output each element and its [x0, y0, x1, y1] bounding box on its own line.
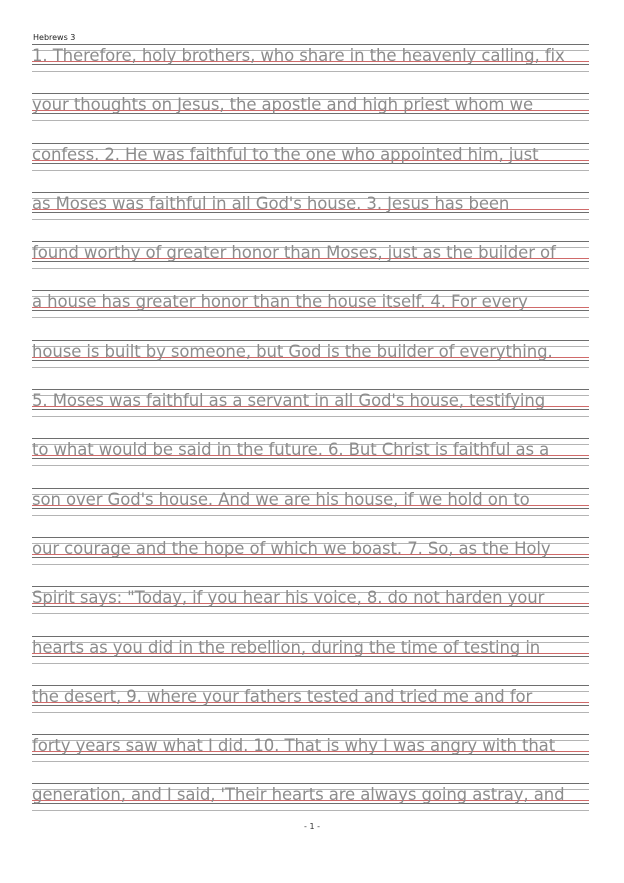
- practice-line: [32, 636, 589, 685]
- tracing-text: 5. Moses was faithful as a servant in all God's house, testifying: [32, 391, 546, 411]
- descender-guide-line: [32, 317, 589, 318]
- tracing-text: your thoughts on Jesus, the apostle and high priest whom we: [32, 95, 533, 115]
- descender-guide-line: [32, 367, 589, 368]
- practice-line: [32, 685, 589, 734]
- tracing-text: Spirit says: "Today, if you hear his voice, 8. do not harden your: [32, 588, 545, 608]
- practice-line: [32, 586, 589, 635]
- practice-line: [32, 143, 589, 192]
- practice-line: [32, 44, 589, 93]
- page-number: - 1 -: [304, 822, 320, 831]
- descender-guide-line: [32, 416, 589, 417]
- practice-line: [32, 488, 589, 537]
- practice-line: [32, 241, 589, 290]
- practice-line: [32, 340, 589, 389]
- descender-guide-line: [32, 663, 589, 664]
- descender-guide-line: [32, 120, 589, 121]
- tracing-text: as Moses was faithful in all God's house. 3. Jesus has been: [32, 193, 510, 213]
- tracing-text: confess. 2. He was faithful to the one who appointed him, just: [32, 144, 539, 164]
- practice-line: [32, 192, 589, 241]
- page-title: Hebrews 3: [33, 33, 76, 42]
- handwriting-practice-area: [32, 44, 589, 833]
- practice-line: [32, 93, 589, 142]
- tracing-text: hearts as you did in the rebellion, during the time of testing in: [32, 637, 541, 657]
- tracing-text: our courage and the hope of which we boast. 7. So, as the Holy: [32, 538, 551, 558]
- tracing-text: generation, and I said, 'Their hearts are always going astray, and: [32, 785, 565, 805]
- practice-line: [32, 438, 589, 487]
- practice-line: [32, 537, 589, 586]
- descender-guide-line: [32, 515, 589, 516]
- tracing-text: a house has greater honor than the house itself. 4. For every: [32, 292, 528, 312]
- descender-guide-line: [32, 465, 589, 466]
- descender-guide-line: [32, 170, 589, 171]
- descender-guide-line: [32, 268, 589, 269]
- descender-guide-line: [32, 761, 589, 762]
- tracing-text: found worthy of greater honor than Moses, just as the builder of: [32, 243, 556, 263]
- descender-guide-line: [32, 613, 589, 614]
- tracing-text: house is built by someone, but God is the builder of everything.: [32, 341, 553, 361]
- descender-guide-line: [32, 712, 589, 713]
- tracing-text: son over God's house. And we are his house, if we hold on to: [32, 489, 530, 509]
- tracing-text: to what would be said in the future. 6. But Christ is faithful as a: [32, 440, 550, 460]
- tracing-text: the desert, 9. where your fathers tested and tried me and for: [32, 686, 533, 706]
- practice-line: [32, 290, 589, 339]
- descender-guide-line: [32, 219, 589, 220]
- descender-guide-line: [32, 71, 589, 72]
- descender-guide-line: [32, 564, 589, 565]
- descender-guide-line: [32, 810, 589, 811]
- practice-line: [32, 389, 589, 438]
- tracing-text: forty years saw what I did. 10. That is why I was angry with that: [32, 736, 556, 756]
- practice-line: [32, 734, 589, 783]
- tracing-text: 1. Therefore, holy brothers, who share in the heavenly calling, fix: [32, 46, 565, 65]
